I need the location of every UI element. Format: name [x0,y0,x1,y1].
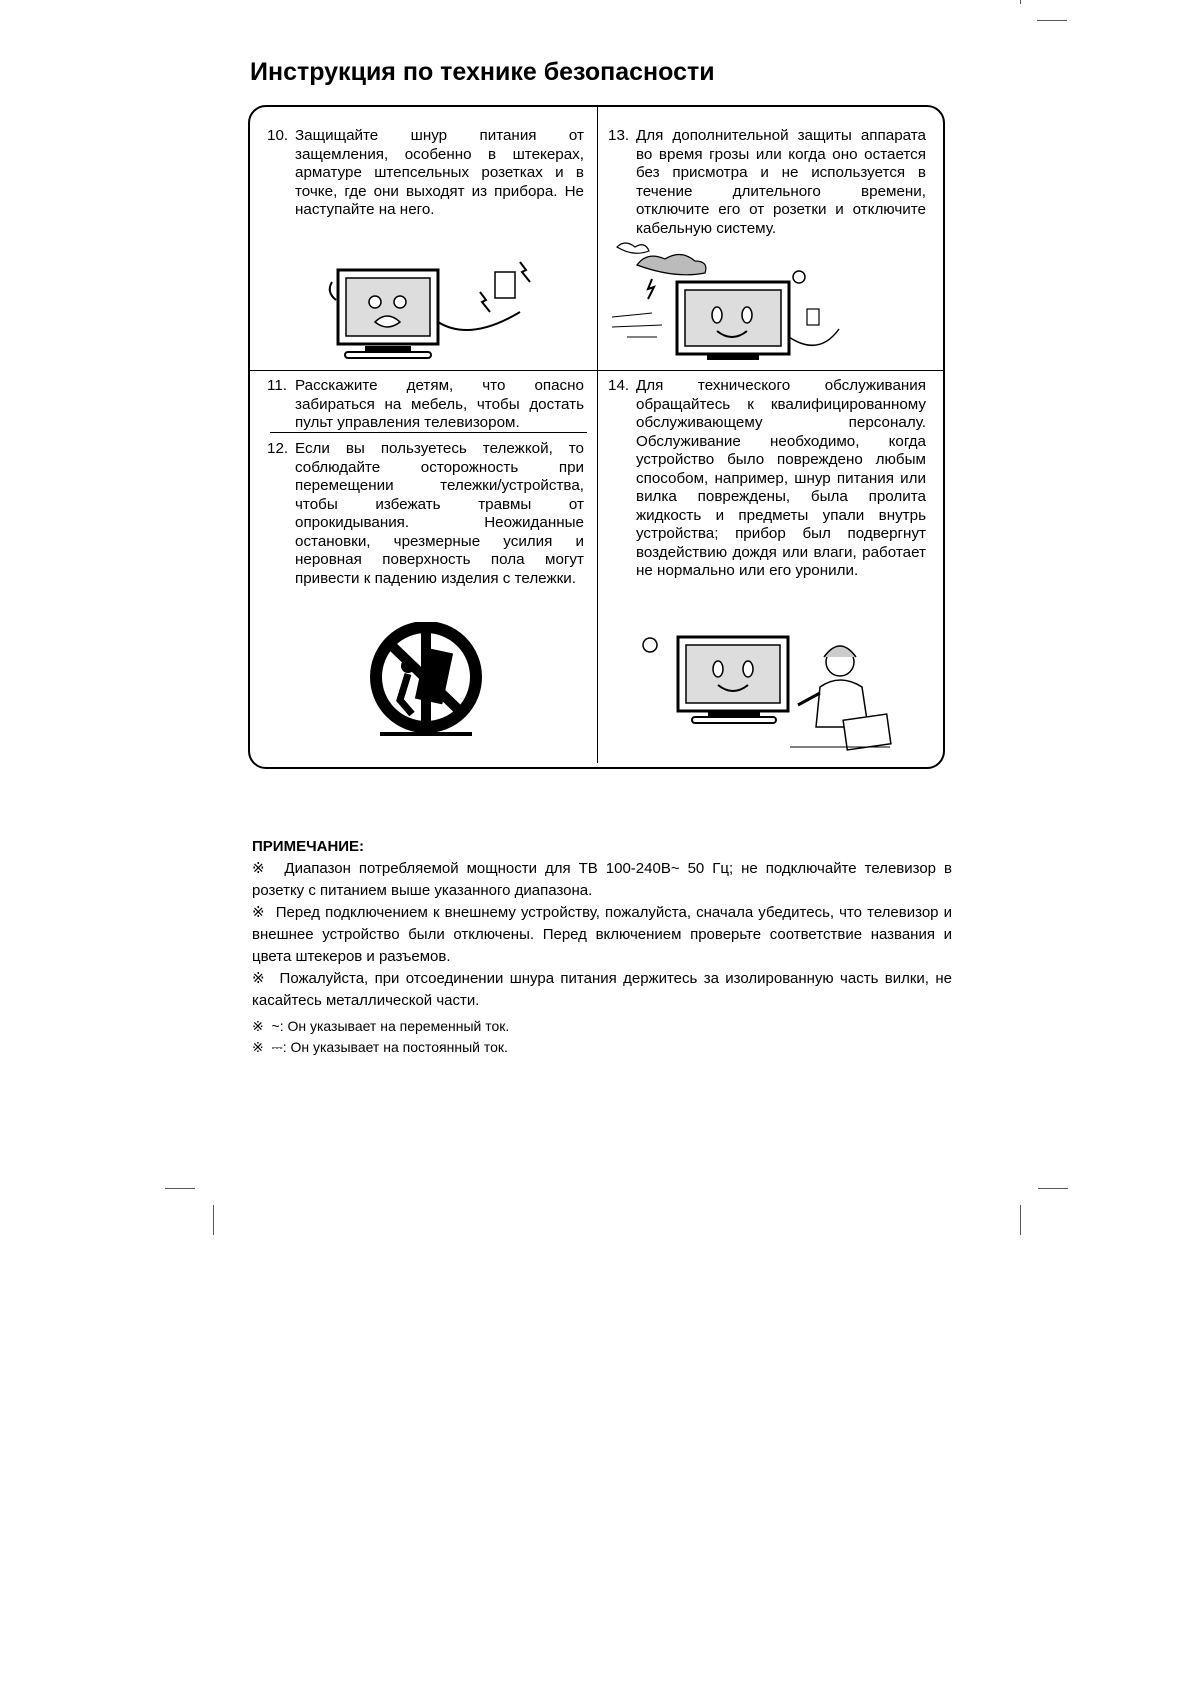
service-technician-illustration [640,627,900,762]
crop-mark [165,1188,195,1189]
ac-symbol: ~ [271,1018,280,1034]
safety-item-14 [608,377,926,581]
thunderstorm-illustration [607,237,937,367]
note-text: Диапазон потребляемой мощности для ТВ 100-240В~ 50 Гц; не подключайте телевизор в розетку с питанием выше указанного диапазона. [252,860,952,899]
item-number: 10. [267,127,289,144]
safety-box [248,105,945,769]
pinched-cord-illustration [320,252,560,367]
reference-mark-icon: ※ [252,860,269,877]
crop-mark [213,1205,214,1235]
item-number: 13. [608,127,630,144]
notes-header: ПРИМЕЧАНИЕ: [252,838,365,855]
page-title: Инструкция по технике безопасности [250,58,715,86]
crop-mark [1020,0,1021,4]
item-text: Если вы пользуетесь тележкой, то соблюдайте осторожность при перемещении тележки/устройства, чтобы избежать травмы от опрокидывания. Неожиданные остановки, чрезмерные усилия и неровная поверхность пола могут привести к падению изделия с тележки. [295,440,584,587]
safety-item-11 [267,377,584,433]
item-number: 11. [267,377,287,394]
item-text: Защищайте шнур питания от защемления, особенно в штекерах, арматуре штепсельных розетках и в точке, где они выходят из прибора. Не наступайте на него. [295,127,584,218]
ac-text: : Он указывает на переменный ток. [279,1018,510,1034]
note-item [252,902,952,968]
notes-section [252,836,952,1058]
note-item [252,968,952,1012]
crop-mark [1037,20,1067,21]
note-text: Пожалуйста, при отсоединении шнура питания держитесь за изолированную часть вилки, не касайтесь металлической части. [252,970,952,1009]
ac-note [252,1016,952,1037]
dc-note [252,1037,952,1058]
safety-item-13 [608,127,926,238]
item-text: Для технического обслуживания обращайтесь к квалифицированному обслуживающему персоналу. Обслуживание необходимо, когда устройство было повреждено любым способом, например, шнур питания или вилка повреждены, была пролита жидкость и предметы упали внутрь устройства; прибор был подвергнут воздействию дождя или влаги, работает не нормально или его уронили. [636,377,926,579]
row-divider [597,370,943,371]
dc-symbol: ⎓ [271,1039,283,1055]
item-text: Расскажите детям, что опасно забираться на мебель, чтобы достать пульт управления телевизором. [295,377,584,431]
crop-mark [1020,1205,1021,1235]
note-item [252,858,952,902]
item-number: 12. [267,440,289,457]
safety-item-12 [267,440,584,588]
item-text: Для дополнительной защиты аппарата во время грозы или когда оно остается без присмотра и не используется в течение длительного времени, отключите его от розетки и отключите кабельную систему. [636,127,926,237]
row-divider [250,370,597,371]
crop-mark [1038,1188,1068,1189]
note-text: Перед подключением к внешнему устройству, пожалуйста, сначала убедитесь, что телевизор и внешнее устройство были отключены. Перед включением проверьте соответствие названия и цвета штекеров и разъемов. [252,904,952,965]
reference-mark-icon: ※ [252,1039,264,1055]
reference-mark-icon: ※ [252,970,267,987]
cart-warning-icon [368,622,488,742]
reference-mark-icon: ※ [252,904,266,921]
dc-text: : Он указывает на постоянный ток. [282,1039,508,1055]
item-number: 14. [608,377,630,394]
safety-item-10 [267,127,584,220]
reference-mark-icon: ※ [252,1018,264,1034]
column-divider [597,107,598,763]
